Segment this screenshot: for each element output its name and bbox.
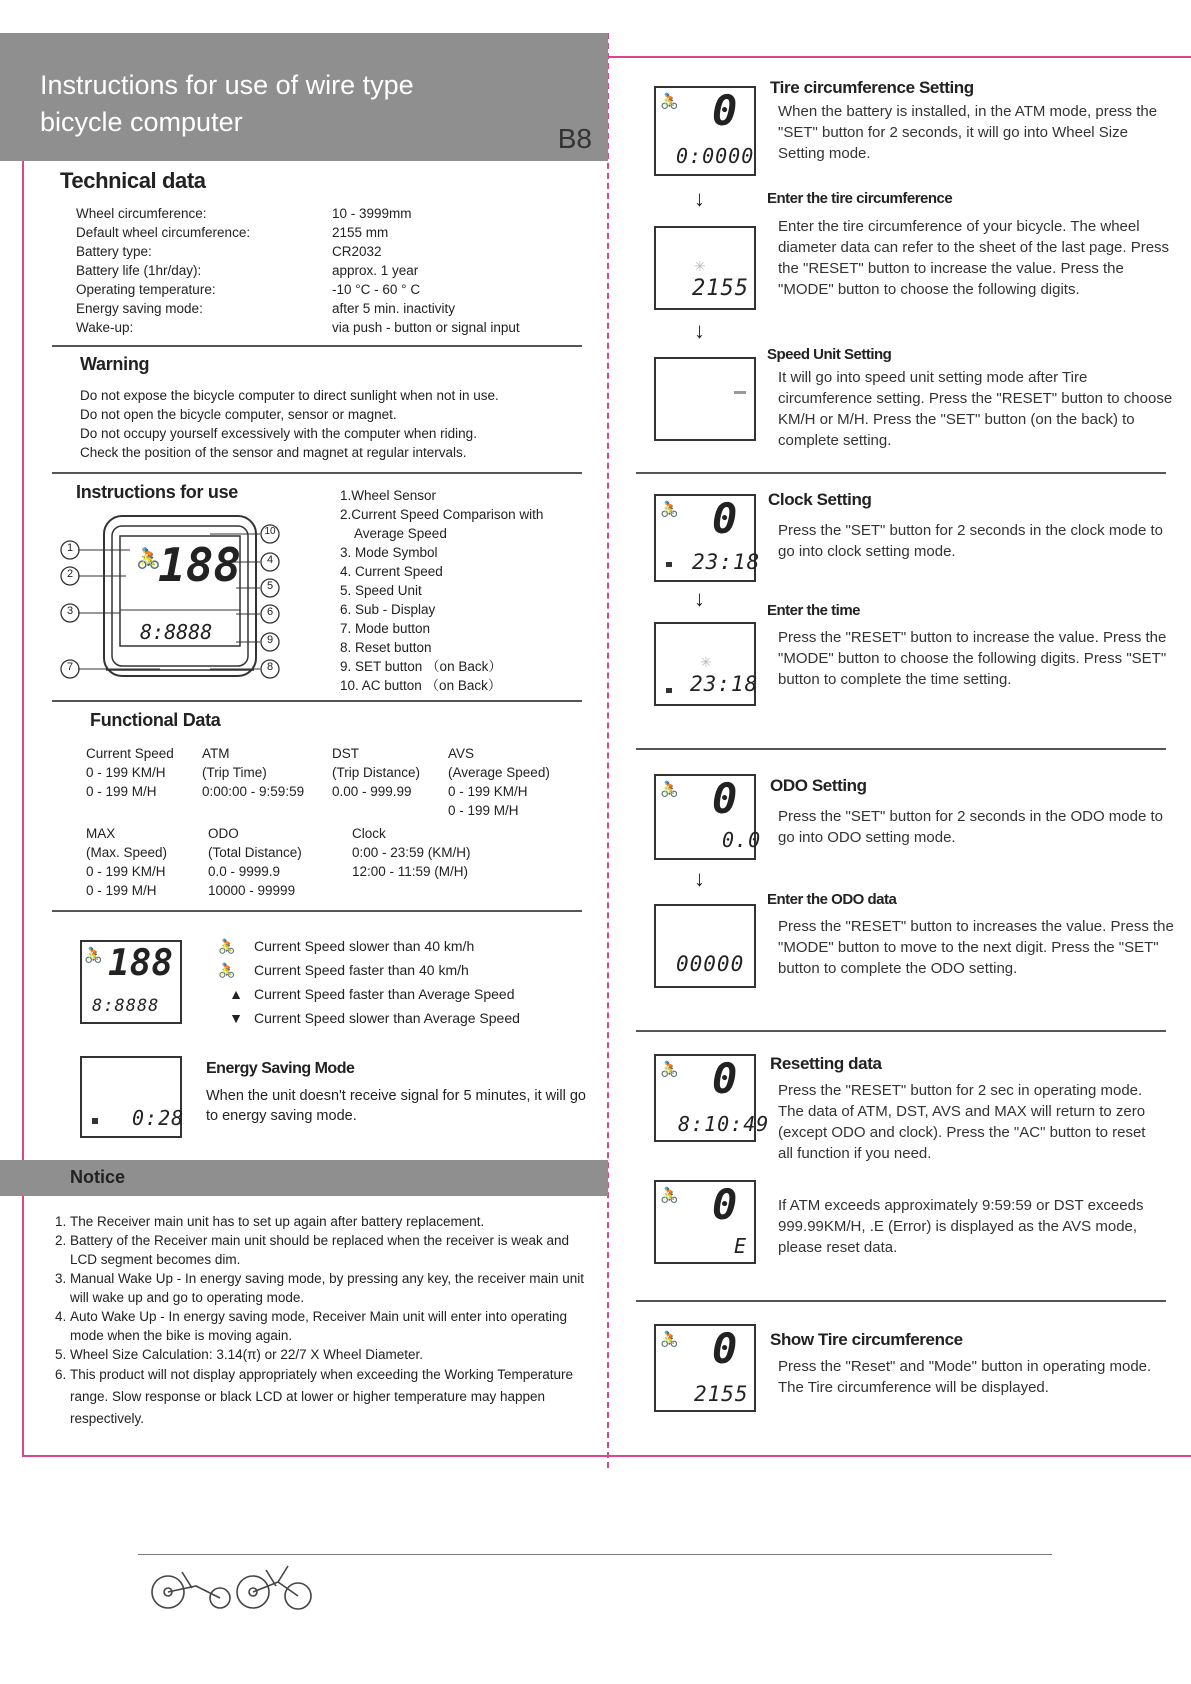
model-label: B8 — [557, 123, 592, 154]
divider — [52, 345, 582, 347]
clock-text: Press the "SET" button for 2 seconds in the clock mode to go into clock setting mode. — [778, 522, 1164, 560]
divider — [52, 910, 582, 912]
tire-text: When the battery is installed, in the ATM mode, press the "SET" button for 2 seconds, it will go into Wheel Size Setting mode. — [778, 103, 1158, 162]
enter-time-display: ✳ 23:18 — [654, 622, 756, 706]
technical-row — [76, 223, 586, 242]
functional-title: Functional Data — [90, 710, 221, 730]
callout-9: 9 — [266, 634, 274, 646]
bike-rider-icon: 🚴 — [660, 1331, 679, 1348]
notice-list: 1. The Receiver main unit has to set up again after battery replacement. 2. Battery of the Receiver main unit should be replaced when the receiver is weak and LCD segment becomes dim. 3. Manual Wake Up - In energy saving mode, by pressing any key, the receiver main unit will wake up and go to operating mode. 4. Auto Wake Up - In energy saving mode, Receiver Main unit will enter into operating mode when the bike is moving again. 5. Wheel Size Calculation: 3.14(π) or 22/7 X Wheel Diameter. 6. This product will not display appropriately when exceeding the Working Temperature range. Slow response or black LCD at lower or higher temperature may happen respectively. — [52, 1212, 597, 1430]
resetting-text: Press the "RESET" button for 2 sec in operating mode. The data of ATM, DST, AVS and MAX will return to zero (except ODO and clock). Press the "AC" button to reset all function if you need. — [778, 1082, 1146, 1162]
func-atm: ATM (Trip Time) 0:00:00 - 9:59:59 — [202, 746, 305, 799]
enter-odo-display: 00000 — [654, 904, 756, 988]
down-arrow-icon: ↓ — [694, 318, 705, 343]
enter-tire-title: Enter the tire circumference — [767, 190, 953, 207]
legend-list: 🚴 Current Speed slower than 40 km/h 🚴 Current Speed faster than 40 km/h ▲ Current Speed faster than Average Speed ▼ Current Speed slower than Average Speed — [218, 934, 598, 1030]
technical-label: Energy saving mode: — [76, 301, 203, 316]
technical-row — [76, 242, 586, 261]
frame-top-line — [608, 56, 1191, 58]
indicator-dot — [92, 1118, 98, 1124]
func-dst: DST (Trip Distance) 0.00 - 999.99 — [332, 746, 421, 799]
tire-display: 🚴 0 0:0000 — [654, 86, 756, 176]
callout-10: 10 — [264, 526, 276, 537]
enter-odo-text: Press the "RESET" button to increases the value. Press the "MODE" button to move to the next digit. Press the "SET" button to complete the ODO setting. — [778, 918, 1174, 977]
bike-rider-icon: 🚴 — [660, 1061, 679, 1078]
func-clock: Clock 0:00 - 23:59 (KM/H) 12:00 - 11:59 (M/H) — [352, 826, 471, 879]
func-max: MAX (Max. Speed) 0 - 199 KM/H 0 - 199 M/H — [86, 826, 168, 898]
unit-indicator — [734, 391, 746, 394]
callout-7: 7 — [66, 661, 74, 673]
technical-title: Technical data — [60, 168, 206, 193]
speed-unit-display — [654, 357, 756, 441]
func-odo: ODO (Total Distance) 0.0 - 9999.9 10000 - 99999 — [208, 826, 302, 898]
show-tire-display: 🚴 0 2155 — [654, 1324, 756, 1412]
warning-title: Warning — [80, 354, 150, 374]
technical-row — [76, 261, 586, 280]
odo-text: Press the "SET" button for 2 seconds in the ODO mode to go into ODO setting mode. — [778, 808, 1164, 846]
down-arrow-icon: ↓ — [694, 866, 705, 891]
technical-row — [76, 299, 586, 318]
technical-row — [76, 318, 586, 337]
resetting-title: Resetting data — [770, 1054, 882, 1073]
parts-list: 1.Wheel Sensor 2.Current Speed Comparison with Average Speed 3. Mode Symbol 4. Current Speed 5. Speed Unit 6. Sub - Display 7. Mode button 8. Reset button 9. SET button （on Back） 10. AC button （on Back） — [340, 488, 544, 693]
tire-title: Tire circumference Setting — [770, 78, 974, 97]
technical-value: -10 °C - 60 ° C — [332, 282, 421, 297]
divider — [52, 700, 582, 702]
device-diagram — [60, 510, 300, 690]
odo-display: 🚴 0 0.0 — [654, 774, 756, 860]
indicator-dot — [666, 562, 672, 567]
enter-odo-title: Enter the ODO data — [767, 891, 897, 908]
callout-8: 8 — [266, 661, 274, 673]
enter-tire-text: Enter the tire circumference of your bicycle. The wheel diameter data can refer to the sheet of the last page. Press the "RESET" button to increase the value. Press the "MODE" button to choose the following digits. — [778, 218, 1170, 298]
bike-rider-icon: 🚴 — [660, 1187, 679, 1204]
notice-title: Notice — [70, 1167, 126, 1187]
legend-display: 🚴 188 8:8888 — [80, 940, 182, 1024]
speed-unit-title: Speed Unit Setting — [767, 346, 892, 363]
bike-slow-icon: 🚴 — [218, 938, 236, 954]
down-arrow-icon: ↓ — [694, 586, 705, 611]
technical-row — [76, 280, 586, 299]
callout-3: 3 — [66, 605, 74, 617]
energy-text: When the unit doesn't receive signal for 5 minutes, it will go to energy saving mode. — [206, 1088, 586, 1124]
blink-icon: ✳ — [694, 258, 706, 274]
enter-time-text: Press the "RESET" button to increase the value. Press the "MODE" button to choose the following digits. Press "SET" button to complete the time setting. — [778, 629, 1167, 688]
show-tire-text: Press the "Reset" and "Mode" button in operating mode. The Tire circumference will be displayed. — [778, 1358, 1152, 1396]
func-current-speed: Current Speed 0 - 199 KM/H 0 - 199 M/H — [86, 746, 174, 799]
footer-line — [138, 1554, 1052, 1555]
show-tire-title: Show Tire circumference — [770, 1330, 963, 1349]
technical-label: Operating temperature: — [76, 282, 216, 297]
technical-value: CR2032 — [332, 244, 382, 259]
bike-rider-icon: 🚴 — [136, 548, 161, 570]
instructions-title: Instructions for use — [76, 482, 239, 502]
blink-icon: ✳ — [700, 654, 712, 670]
technical-value: via push - button or signal input — [332, 320, 520, 335]
reset-display: 🚴 0 8:10:49 — [654, 1054, 756, 1142]
energy-title: Energy Saving Mode — [206, 1060, 355, 1077]
callout-2: 2 — [66, 568, 74, 580]
title-band — [0, 33, 608, 161]
callout-4: 4 — [266, 554, 274, 566]
handcycle-logo-icon — [148, 1558, 318, 1612]
up-triangle-icon: ▲ — [229, 986, 243, 1002]
error-display: 🚴 0 E — [654, 1180, 756, 1264]
odo-title: ODO Setting — [770, 776, 867, 795]
divider — [636, 1300, 1166, 1302]
callout-5: 5 — [266, 580, 274, 592]
technical-label: Default wheel circumference: — [76, 225, 251, 240]
callout-6: 6 — [266, 606, 274, 618]
bike-rider-icon: 🚴 — [660, 501, 679, 518]
technical-row — [76, 204, 586, 223]
down-triangle-icon: ▼ — [229, 1010, 243, 1026]
warning-text: Do not expose the bicycle computer to direct sunlight when not in use. Do not open the bicycle computer, sensor or magnet. Do not occupy yourself excessively with the computer when riding. Check the position of the sensor and magnet at regular intervals. — [80, 388, 499, 460]
enter-tire-display: ✳ 2155 — [654, 226, 756, 310]
technical-label: Battery life (1hr/day): — [76, 263, 202, 278]
enter-time-title: Enter the time — [767, 602, 861, 619]
bike-rider-icon: 🚴 — [660, 781, 679, 798]
technical-table — [76, 204, 586, 337]
divider — [52, 472, 582, 474]
frame-left-line — [22, 58, 24, 1456]
down-arrow-icon: ↓ — [694, 186, 705, 211]
frame-bottom-line — [22, 1455, 1191, 1457]
technical-value: approx. 1 year — [332, 263, 419, 278]
technical-label: Wake-up: — [76, 320, 134, 335]
technical-label: Battery type: — [76, 244, 152, 259]
fold-line-vertical — [607, 33, 609, 1468]
footer-logo — [148, 1558, 318, 1612]
energy-display: 0:28 — [80, 1056, 182, 1138]
error-text: If ATM exceeds approximately 9:59:59 or DST exceeds 999.99KM/H, .E (Error) is displayed as the AVS mode, please reset data. — [778, 1197, 1144, 1256]
technical-label: Wheel circumference: — [76, 206, 207, 221]
callout-1: 1 — [66, 542, 74, 554]
device-main-digits: 188 — [158, 538, 242, 592]
divider — [636, 1030, 1166, 1032]
clock-display: 🚴 0 23:18 — [654, 494, 756, 582]
technical-value: 2155 mm — [332, 225, 389, 240]
device-sub-digits: 8:8888 — [140, 620, 213, 644]
clock-title: Clock Setting — [768, 490, 872, 509]
indicator-dot — [666, 688, 672, 693]
func-avs: AVS (Average Speed) 0 - 199 KM/H 0 - 199 M/H — [448, 746, 550, 818]
speed-unit-text: It will go into speed unit setting mode after Tire circumference setting. Press the "RESET" button to choose KM/H or M/H. Press the "SET" button (on the back) to complete setting. — [778, 369, 1173, 449]
divider — [636, 472, 1166, 474]
notice-band — [0, 1160, 608, 1196]
bike-fast-icon: 🚴 — [218, 962, 236, 978]
page-title: Instructions for use of wire type bicycle computer — [40, 70, 414, 137]
divider — [636, 748, 1166, 750]
bike-rider-icon: 🚴 — [84, 947, 103, 964]
bike-rider-icon: 🚴 — [660, 93, 679, 110]
technical-value: 10 - 3999mm — [332, 206, 412, 221]
technical-value: after 5 min. inactivity — [332, 301, 456, 316]
